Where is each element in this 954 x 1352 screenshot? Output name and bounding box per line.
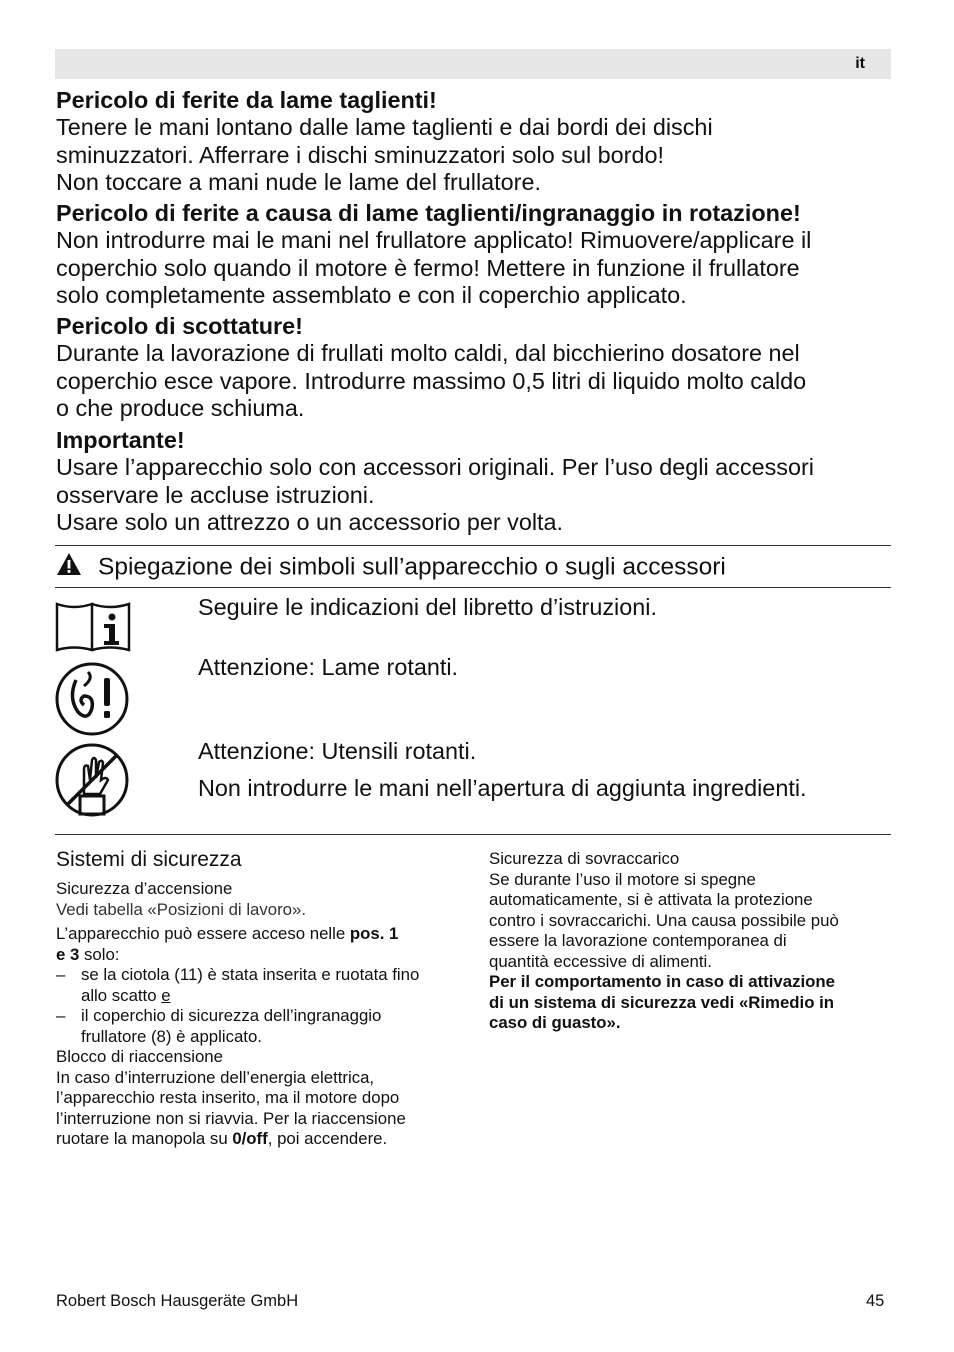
restart-line: [56, 1129, 466, 1150]
list-item: [56, 965, 466, 1006]
warning-line: Usare solo un attrezzo o un accessorio per volta.: [56, 508, 564, 535]
overload-note: Per il comportamento in caso di attivazione: [489, 972, 835, 991]
footer-company: Robert Bosch Hausgeräte GmbH: [56, 1292, 299, 1310]
overload-note: di un sistema di sicurezza vedi «Rimedio in: [489, 992, 835, 1012]
warning-heading: Pericolo di ferite a causa di lame taglienti/ingranaggio in rotazione!: [56, 200, 801, 226]
warning-blades: [56, 87, 906, 196]
list-item: [56, 1006, 466, 1047]
text-bold: 0/off: [232, 1129, 268, 1148]
language-code: it: [855, 55, 865, 72]
section-rule-top: [55, 545, 891, 546]
warning-line: Durante la lavorazione di frullati molto caldi, dal bicchierino dosatore nel: [56, 340, 800, 367]
list-item-line: – il coperchio di sicurezza dell’ingranaggio: [81, 1006, 382, 1025]
footer-page-number: 45: [866, 1292, 885, 1310]
warning-line: Usare l’apparecchio solo con accessori originali. Per l’uso degli accessori: [56, 454, 814, 481]
text-run: allo scatto: [81, 985, 162, 1005]
warning-line: coperchio esce vapore. Introdurre massimo 0,5 litri di liquido molto caldo: [56, 367, 807, 394]
warning-triangle-icon: [56, 552, 86, 584]
warning-line: o che produce schiuma.: [56, 394, 305, 421]
safety-title: Sistemi di sicurezza: [56, 848, 242, 871]
safety-right-column: [489, 849, 899, 1034]
list-item-line: frullatore (8) è applicato.: [81, 1026, 262, 1046]
no-hand-in-opening-icon: [54, 742, 134, 827]
position-mark: e: [161, 985, 171, 1005]
text-bold: pos. 1: [349, 924, 399, 943]
switch-on-line: [56, 945, 466, 966]
section-rule-safety: [55, 834, 891, 835]
warning-line: Non introdurre mai le mani nel frullatore applicato! Rimuovere/applicare il: [56, 227, 812, 254]
warning-heading: Pericolo di ferite da lame taglienti!: [56, 87, 437, 113]
symbols-title-text: Spiegazione dei simboli sull’apparecchio o sugli accessori: [98, 553, 726, 581]
warning-line: coperchio solo quando il motore è fermo! Mettere in funzione il frullatore: [56, 254, 800, 281]
list-item-line: [81, 986, 466, 1007]
warning-heading: Pericolo di scottature!: [56, 313, 303, 339]
overload-line: automaticamente, si è attivata la protezione: [489, 890, 813, 909]
switch-on-line: [56, 924, 466, 945]
warning-line: solo completamente assemblato e con il coperchio applicato.: [56, 281, 687, 308]
overload-heading: Sicurezza di sovraccarico: [489, 849, 680, 868]
switch-on-heading: Sicurezza d’accensione: [56, 879, 233, 898]
text-bold: e 3: [56, 944, 80, 964]
text-run: ruotare la manopola su: [56, 1129, 233, 1148]
warning-line: osservare le accluse istruzioni.: [56, 481, 375, 508]
rotating-blade-warning-icon: [54, 660, 132, 743]
restart-heading: Blocco di riaccensione: [56, 1047, 223, 1066]
list-item-line: – se la ciotola (11) è stata inserita e ruotata fino: [81, 965, 420, 984]
warning-line: Non toccare a mani nude le lame del frullatore.: [56, 168, 541, 195]
text-run: L’apparecchio può essere acceso nelle: [56, 924, 350, 943]
restart-line: l’apparecchio resta inserito, ma il motore dopo: [56, 1088, 400, 1107]
text-run: , poi accendere.: [267, 1129, 388, 1148]
overload-line: essere la lavorazione contemporanea di: [489, 931, 787, 950]
restart-line: In caso d’interruzione dell’energia elettrica,: [56, 1067, 375, 1087]
warning-burns: [56, 313, 906, 422]
symbol-text-no-hand: Non introdurre le mani nell’apertura di aggiunta ingredienti.: [198, 775, 807, 801]
overload-line: quantità eccessive di alimenti.: [489, 951, 712, 971]
manual-info-icon: [54, 601, 134, 658]
text-run: solo:: [79, 944, 120, 964]
restart-line: l’interruzione non si riavvia. Per la riaccensione: [56, 1108, 406, 1128]
symbols-section-title: [56, 552, 726, 584]
safety-left-column: [56, 847, 466, 1150]
symbol-text-blades: Attenzione: Lame rotanti.: [198, 654, 459, 680]
overload-note: caso di guasto».: [489, 1013, 621, 1032]
warning-heading: Importante!: [56, 427, 185, 453]
symbol-text-manual: Seguire le indicazioni del libretto d’istruzioni.: [198, 594, 657, 620]
warning-line: sminuzzatori. Afferrare i dischi sminuzzatori solo sul bordo!: [56, 141, 664, 168]
symbol-text-tools: Attenzione: Utensili rotanti.: [198, 738, 477, 764]
overload-line: Se durante l’uso il motore si spegne: [489, 869, 756, 889]
warning-line: Tenere le mani lontano dalle lame taglienti e dai bordi dei dischi: [56, 114, 713, 141]
overload-line: contro i sovraccarichi. Una causa possibile può: [489, 910, 839, 930]
language-bar: [55, 49, 891, 79]
switch-on-line: Vedi tabella «Posizioni di lavoro».: [56, 899, 307, 919]
warning-important: [56, 427, 906, 536]
warning-rotation: [56, 200, 906, 309]
section-rule-bottom: [55, 587, 891, 588]
